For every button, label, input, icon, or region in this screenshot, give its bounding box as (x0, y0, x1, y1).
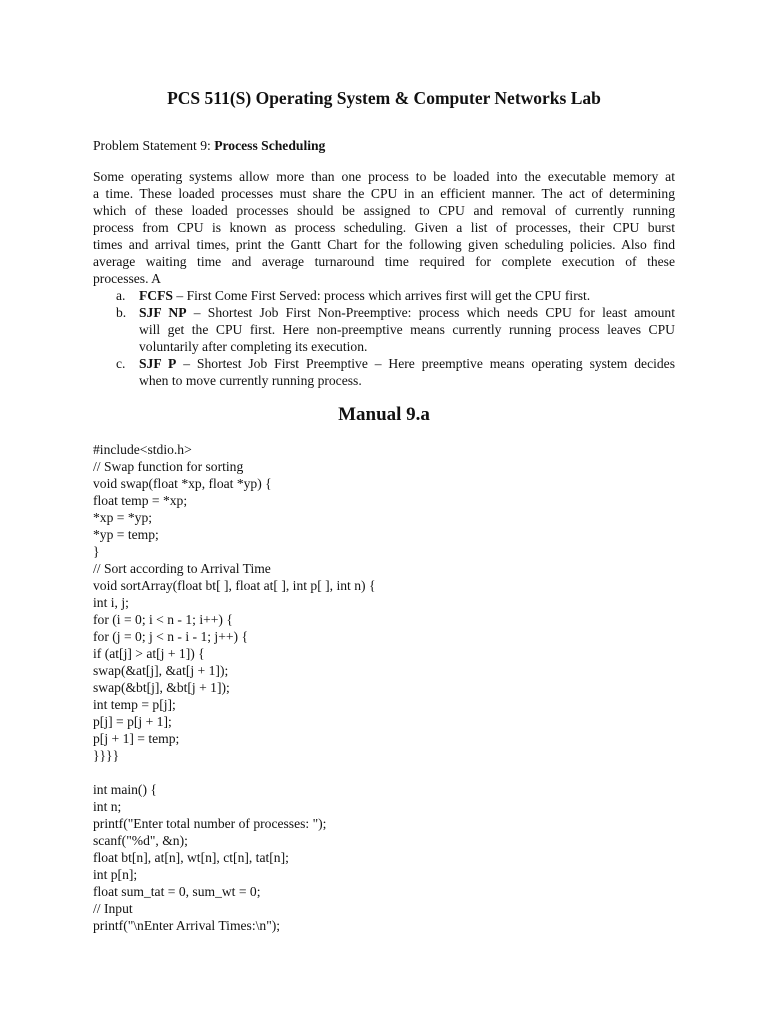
problem-statement (93, 137, 325, 154)
list-item-line: voluntarily after completing its execution. (139, 339, 368, 354)
problem-name: Process Scheduling (214, 138, 326, 153)
code-line: *xp = *yp; (93, 510, 153, 525)
code-listing (93, 441, 375, 934)
code-line: #include<stdio.h> (93, 442, 192, 457)
code-line: float temp = *xp; (93, 493, 188, 508)
code-line: printf("Enter total number of processes: "); (93, 816, 327, 831)
section-heading: Manual 9.a (338, 404, 430, 425)
list-item-line: when to move currently running process. (139, 373, 362, 388)
policy-term: FCFS (139, 288, 173, 303)
code-line: // Sort according to Arrival Time (93, 561, 271, 576)
list-item (93, 287, 675, 304)
intro-line: times and arrival times, print the Gantt Chart for the following given scheduling policies. Also find (93, 237, 675, 252)
list-marker: a. (116, 288, 126, 303)
code-line: // Swap function for sorting (93, 459, 244, 474)
code-line: *yp = temp; (93, 527, 159, 542)
list-item-line (139, 304, 675, 321)
intro-line: Some operating systems allow more than one process to be loaded into the executable memory at (93, 169, 675, 184)
page-title: PCS 511(S) Operating System & Computer Networks Lab (167, 88, 601, 108)
code-line: if (at[j] > at[j + 1]) { (93, 646, 205, 661)
code-line: } (93, 544, 100, 559)
list-item-line: will get the CPU first. Here non-preemptive means currently running process leaves CPU (139, 322, 675, 337)
code-line: void sortArray(float bt[ ], float at[ ], int p[ ], int n) { (93, 578, 376, 593)
intro-line: processes. A (93, 271, 161, 286)
intro-line: process from CPU is known as process scheduling. Given a list of processes, their CPU burst (93, 220, 675, 235)
intro-line: average waiting time and average turnaround time required for complete execution of these (93, 254, 675, 269)
list-item-line (139, 355, 675, 372)
code-line: swap(&bt[j], &bt[j + 1]); (93, 680, 230, 695)
code-line: int n; (93, 799, 122, 814)
policy-text: – Shortest Job First Preemptive – Here preemptive means operating system decides (176, 356, 675, 371)
policy-text: – First Come First Served: process which arrives first will get the CPU first. (172, 288, 591, 303)
code-line: float bt[n], at[n], wt[n], ct[n], tat[n]; (93, 850, 289, 865)
list-marker: c. (116, 356, 126, 371)
code-line (93, 764, 375, 781)
list-item (93, 355, 675, 389)
list-item-line (139, 287, 675, 304)
code-line: for (j = 0; j < n - i - 1; j++) { (93, 629, 248, 644)
list-marker: b. (116, 305, 127, 320)
code-line: p[j + 1] = temp; (93, 731, 180, 746)
code-line: int main() { (93, 782, 157, 797)
code-line: swap(&at[j], &at[j + 1]); (93, 663, 229, 678)
intro-line: a time. These loaded processes must share the CPU in an efficient manner. The act of determining (93, 186, 675, 201)
code-line: p[j] = p[j + 1]; (93, 714, 172, 729)
problem-label: Problem Statement 9: (93, 138, 215, 153)
code-line: scanf("%d", &n); (93, 833, 188, 848)
code-line: }}}} (93, 748, 120, 763)
code-line: for (i = 0; i < n - 1; i++) { (93, 612, 233, 627)
code-line: int temp = p[j]; (93, 697, 176, 712)
policy-text: – Shortest Job First Non-Preemptive: process which needs CPU for least amount (186, 305, 675, 320)
policy-term: SJF P (139, 356, 177, 371)
code-line: // Input (93, 901, 133, 916)
code-line: float sum_tat = 0, sum_wt = 0; (93, 884, 261, 899)
code-line: printf("\nEnter Arrival Times:\n"); (93, 918, 281, 933)
policy-list (93, 287, 675, 389)
code-line: int p[n]; (93, 867, 138, 882)
intro-line: which of these loaded processes should be assigned to CPU and removal of currently running (93, 203, 675, 218)
intro-paragraph (93, 168, 675, 287)
code-line: void swap(float *xp, float *yp) { (93, 476, 272, 491)
code-line: int i, j; (93, 595, 129, 610)
list-item (93, 304, 675, 355)
policy-term: SJF NP (139, 305, 187, 320)
